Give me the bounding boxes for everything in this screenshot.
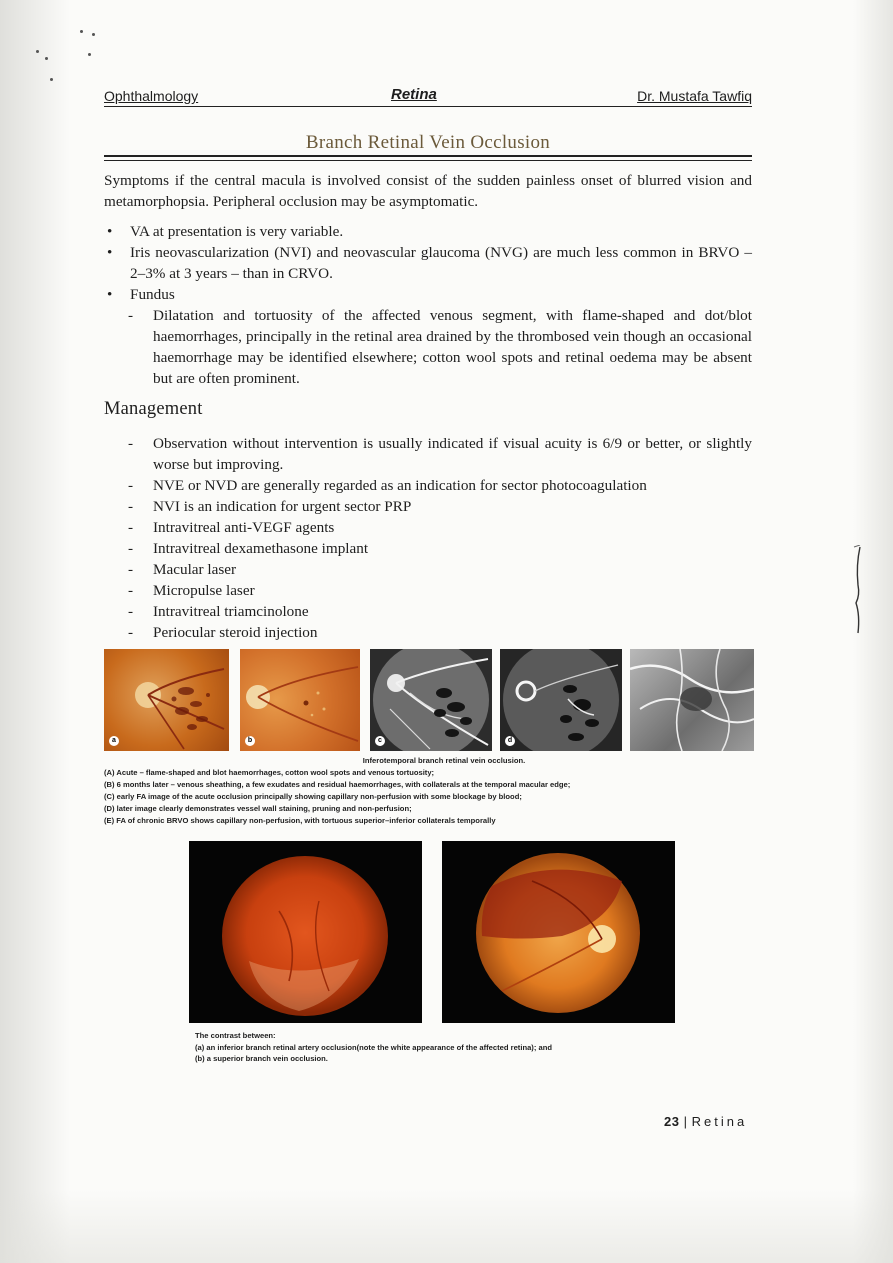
list-item: - Periocular steroid injection <box>128 624 318 641</box>
dash-icon: - <box>128 603 134 620</box>
dash-icon: - <box>128 561 134 578</box>
figure1-caption-title: Inferotemporal branch retinal vein occlusion. <box>362 756 526 765</box>
scan-shadow-left <box>0 0 70 1263</box>
list-item: - NVE or NVD are generally regarded as an indication for sector photocoagulation <box>128 477 647 494</box>
margin-bracket-mark <box>850 545 870 635</box>
figure1-caption-line: (D) later image clearly demonstrates vessel wall staining, pruning and non-perfusion; <box>104 804 412 813</box>
list-item: - Observation without intervention is usually indicated if visual acuity is 6/9 or better, or slightly worse but improving. <box>128 435 752 473</box>
figure-letter: a <box>109 736 119 746</box>
bullet-icon: • <box>107 223 113 240</box>
dash-icon: - <box>128 498 134 515</box>
footer-separator: | <box>683 1114 688 1129</box>
list-item: • Iris neovascularization (NVI) and neovascular glaucoma (NVG) are much less common in BRVO – 2–3% at 3 years – than in CRVO. <box>107 244 752 282</box>
scan-specks <box>30 25 110 85</box>
figure2-caption <box>195 1030 695 1065</box>
page-number: 23 <box>664 1114 680 1129</box>
page-footer <box>664 1114 747 1129</box>
figure1-caption-line: (A) Acute – flame-shaped and blot haemorrhages, cotton wool spots and venous tortuosity; <box>104 768 435 777</box>
figure-letter: c <box>375 736 385 746</box>
list-item: - Intravitreal dexamethasone implant <box>128 540 369 557</box>
header-chapter: Retina <box>391 86 437 103</box>
fluorescein-angiogram-late <box>500 649 622 751</box>
bullet-icon: • <box>107 286 113 303</box>
list-item: - Intravitreal triamcinolone <box>128 603 309 620</box>
fundus-sublist <box>104 305 752 389</box>
management-list <box>104 433 752 643</box>
fluorescein-angiogram-chronic <box>630 649 754 751</box>
dash-icon: - <box>128 540 134 557</box>
list-item: - Dilatation and tortuosity of the affected venous segment, with flame-shaped and dot/blot haemorrhages, principally in the retinal area drained by the thrombosed vein though an occasional haemorrhage may be identified elsewhere; cotton wool spots and retinal oedema may be absent but are often prominent. <box>128 307 752 387</box>
fundus-photo-brao <box>189 841 422 1023</box>
page-header <box>104 86 752 107</box>
figure1-caption-line: (E) FA of chronic BRVO shows capillary non-perfusion, with tortuous superior–inferior collaterals temporally <box>104 816 496 825</box>
bullet-list <box>104 221 752 389</box>
fundus-photo-bvo <box>442 841 675 1023</box>
figure1-caption-line: (C) early FA image of the acute occlusion principally showing capillary non-perfusion with some blockage by blood; <box>104 792 522 801</box>
fluorescein-angiogram-early <box>370 649 492 751</box>
intro-paragraph: Symptoms if the central macula is involved consist of the sudden painless onset of blurred vision and metamorphopsia. Peripheral occlusion may be asymptomatic. <box>104 172 752 210</box>
list-item: • VA at presentation is very variable. <box>107 223 344 240</box>
figure1-caption-line: (B) 6 months later – venous sheathing, a few exudates and residual haemorrhages, with collaterals at the temporal macular edge; <box>104 780 571 789</box>
list-item: - Macular laser <box>128 561 237 578</box>
figure-letter: b <box>245 736 255 746</box>
figure1-caption <box>104 755 754 827</box>
dash-icon: - <box>128 582 134 599</box>
dash-icon: - <box>128 435 134 452</box>
fundus-photo-6-months <box>240 649 360 751</box>
dash-icon: - <box>128 624 134 641</box>
scan-shadow-bottom <box>0 1190 893 1263</box>
fundus-photo-acute <box>104 649 229 751</box>
figure-letter: d <box>505 736 515 746</box>
figure2-caption-line: (b) a superior branch vein occlusion. <box>195 1054 328 1063</box>
header-author: Dr. Mustafa Tawfiq <box>637 88 752 104</box>
dash-icon: - <box>128 307 134 324</box>
list-item: - Intravitreal anti-VEGF agents <box>128 519 335 536</box>
bullet-icon: • <box>107 244 113 261</box>
list-item: - Micropulse laser <box>128 582 255 599</box>
management-heading: Management <box>104 399 203 419</box>
section-title: Branch Retinal Vein Occlusion <box>305 132 551 153</box>
list-item: • Fundus - Dilatation and tortuosity of the affected venous segment, with flame-shaped and dot/blot haemorrhages, principally in the retinal area drained by the thrombosed vein though an occasional haemorrhage may be identified elsewhere; cotton wool spots and retinal oedema may be absent but are often prominent. <box>104 284 752 389</box>
figure2-caption-line: The contrast between: <box>195 1031 276 1040</box>
figure2-caption-line: (a) an inferior branch retinal artery occlusion(note the white appearance of the affected retina); and <box>195 1042 552 1052</box>
title-divider <box>104 155 752 161</box>
header-subject: Ophthalmology <box>104 88 199 104</box>
footer-section-name: Retina <box>691 1114 748 1129</box>
dash-icon: - <box>128 519 134 536</box>
dash-icon: - <box>128 477 134 494</box>
list-item: - NVI is an indication for urgent sector PRP <box>128 498 412 515</box>
